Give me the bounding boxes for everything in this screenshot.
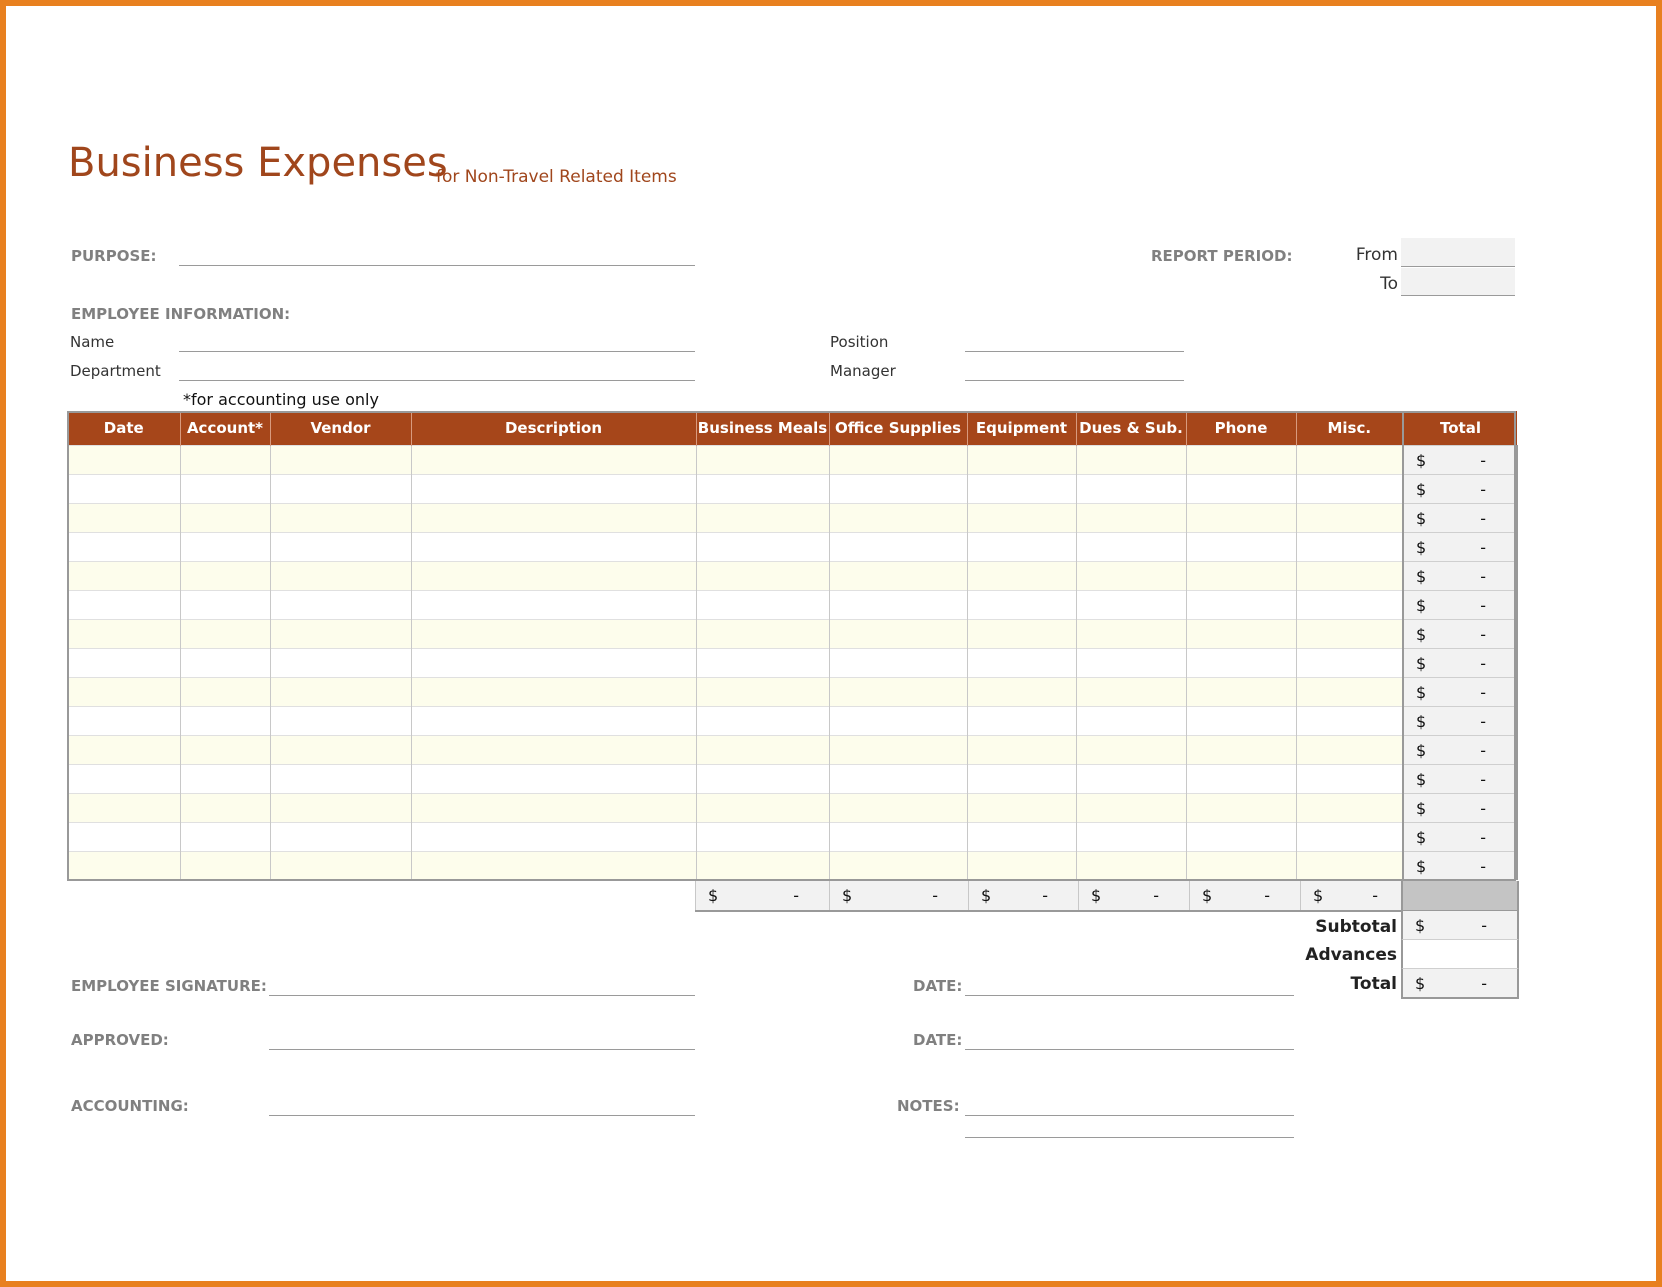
table-cell[interactable]: [1076, 475, 1186, 504]
table-cell[interactable]: [1296, 446, 1403, 475]
table-cell[interactable]: [696, 620, 829, 649]
table-cell[interactable]: [68, 765, 180, 794]
table-cell[interactable]: [411, 446, 696, 475]
column-header: Date: [68, 411, 180, 446]
table-cell[interactable]: [1296, 765, 1403, 794]
table-cell[interactable]: [696, 475, 829, 504]
purpose-label: PURPOSE:: [71, 247, 157, 265]
total-phone: $ -: [1189, 881, 1300, 910]
table-cell[interactable]: [967, 852, 1076, 881]
employee-signature-label: EMPLOYEE SIGNATURE:: [71, 977, 267, 995]
row-total-cell: $ -: [1403, 678, 1517, 707]
table-cell[interactable]: [829, 794, 967, 823]
table-cell[interactable]: [180, 475, 270, 504]
table-cell[interactable]: [270, 504, 411, 533]
table-cell[interactable]: [270, 823, 411, 852]
table-cell[interactable]: [68, 504, 180, 533]
table-cell[interactable]: [1186, 504, 1296, 533]
to-label: To: [1380, 274, 1398, 294]
notes-label: NOTES:: [897, 1097, 960, 1115]
table-cell[interactable]: [1296, 736, 1403, 765]
table-cell[interactable]: [68, 591, 180, 620]
to-date-field[interactable]: [1401, 268, 1515, 296]
table-cell[interactable]: [180, 649, 270, 678]
total-label: Total: [1350, 974, 1397, 994]
table-cell[interactable]: [411, 765, 696, 794]
table-cell[interactable]: [1186, 794, 1296, 823]
table-cell[interactable]: [1076, 678, 1186, 707]
table-cell[interactable]: [1296, 707, 1403, 736]
subtotal-value: $ -: [1401, 911, 1519, 940]
table-cell[interactable]: [1186, 533, 1296, 562]
table-cell[interactable]: [1296, 475, 1403, 504]
table-cell[interactable]: [1186, 736, 1296, 765]
table-cell[interactable]: [1296, 794, 1403, 823]
table-cell[interactable]: [68, 533, 180, 562]
grand-total-placeholder: [1401, 881, 1519, 912]
total-misc: $ -: [1300, 881, 1408, 910]
table-cell[interactable]: [829, 504, 967, 533]
expense-table-body: [68, 446, 1517, 881]
table-row: [68, 765, 1517, 794]
manager-label: Manager: [830, 362, 896, 380]
table-cell[interactable]: [411, 649, 696, 678]
table-cell[interactable]: [180, 504, 270, 533]
row-total-cell: $ -: [1403, 446, 1517, 475]
table-cell[interactable]: [411, 794, 696, 823]
table-cell[interactable]: [967, 736, 1076, 765]
table-row: [68, 475, 1517, 504]
table-cell[interactable]: [1076, 533, 1186, 562]
table-cell[interactable]: [1076, 765, 1186, 794]
position-field[interactable]: [965, 351, 1184, 352]
column-header: Total: [1403, 411, 1517, 446]
table-cell[interactable]: [270, 649, 411, 678]
table-row: [68, 823, 1517, 852]
department-label: Department: [70, 362, 161, 380]
total-business-meals: $ -: [695, 881, 829, 910]
table-cell[interactable]: [68, 446, 180, 475]
table-cell[interactable]: [1076, 736, 1186, 765]
table-cell[interactable]: [829, 562, 967, 591]
page-title: Business Expenses: [68, 140, 448, 186]
table-row: [68, 591, 1517, 620]
table-cell[interactable]: [967, 591, 1076, 620]
table-cell[interactable]: [1186, 649, 1296, 678]
row-total-cell: $ -: [1403, 620, 1517, 649]
column-header: Office Supplies: [829, 411, 967, 446]
table-cell[interactable]: [1076, 794, 1186, 823]
table-cell[interactable]: [68, 475, 180, 504]
accounting-label: ACCOUNTING:: [71, 1097, 189, 1115]
table-cell[interactable]: [1296, 649, 1403, 678]
table-row: [68, 678, 1517, 707]
table-cell[interactable]: [68, 562, 180, 591]
table-cell[interactable]: [1296, 852, 1403, 881]
row-total-cell: $ -: [1403, 794, 1517, 823]
table-cell[interactable]: [1186, 823, 1296, 852]
row-total-cell: $ -: [1403, 707, 1517, 736]
advances-field[interactable]: [1401, 940, 1519, 969]
table-cell[interactable]: [967, 620, 1076, 649]
page-subtitle: for Non-Travel Related Items: [436, 167, 677, 187]
table-cell[interactable]: [411, 591, 696, 620]
table-cell[interactable]: [1076, 649, 1186, 678]
table-cell[interactable]: [696, 649, 829, 678]
table-cell[interactable]: [411, 823, 696, 852]
table-row: [68, 852, 1517, 881]
table-cell[interactable]: [1186, 765, 1296, 794]
table-cell[interactable]: [411, 736, 696, 765]
table-cell[interactable]: [829, 475, 967, 504]
table-cell[interactable]: [270, 852, 411, 881]
column-totals-row: [695, 881, 1408, 912]
table-cell[interactable]: [696, 533, 829, 562]
table-header-row: [68, 411, 1517, 446]
expense-table: [67, 411, 1518, 880]
table-cell[interactable]: [829, 852, 967, 881]
table-cell[interactable]: [696, 794, 829, 823]
table-cell[interactable]: [1076, 446, 1186, 475]
row-total-cell: $ -: [1403, 852, 1517, 881]
column-header: Account*: [180, 411, 270, 446]
table-cell[interactable]: [411, 562, 696, 591]
table-cell[interactable]: [1186, 562, 1296, 591]
table-cell[interactable]: [967, 562, 1076, 591]
purpose-field[interactable]: [179, 265, 695, 266]
table-cell[interactable]: [68, 736, 180, 765]
table-cell[interactable]: [829, 533, 967, 562]
table-cell[interactable]: [696, 446, 829, 475]
table-cell[interactable]: [967, 533, 1076, 562]
table-cell[interactable]: [180, 446, 270, 475]
table-cell[interactable]: [1076, 852, 1186, 881]
table-cell[interactable]: [411, 707, 696, 736]
table-cell[interactable]: [270, 794, 411, 823]
table-cell[interactable]: [1296, 562, 1403, 591]
table-row: [68, 446, 1517, 475]
column-header: Dues & Sub.: [1076, 411, 1186, 446]
row-total-cell: $ -: [1403, 562, 1517, 591]
table-cell[interactable]: [967, 504, 1076, 533]
row-total-cell: $ -: [1403, 649, 1517, 678]
table-cell[interactable]: [967, 707, 1076, 736]
table-cell[interactable]: [696, 823, 829, 852]
table-cell[interactable]: [696, 707, 829, 736]
table-cell[interactable]: [967, 649, 1076, 678]
date-field-2[interactable]: [965, 1049, 1294, 1050]
column-header: Description: [411, 411, 696, 446]
table-row: [68, 533, 1517, 562]
notes-field-1[interactable]: [965, 1115, 1294, 1116]
table-cell[interactable]: [829, 823, 967, 852]
table-cell[interactable]: [696, 736, 829, 765]
table-cell[interactable]: [411, 533, 696, 562]
report-period-label: REPORT PERIOD:: [1151, 247, 1293, 265]
name-field[interactable]: [179, 351, 695, 352]
table-row: [68, 649, 1517, 678]
table-cell[interactable]: [1076, 707, 1186, 736]
date-label-2: DATE:: [913, 1031, 963, 1049]
employee-signature-field[interactable]: [269, 995, 695, 996]
table-cell[interactable]: [1076, 562, 1186, 591]
table-cell[interactable]: [68, 707, 180, 736]
table-cell[interactable]: [829, 678, 967, 707]
row-total-cell: $ -: [1403, 765, 1517, 794]
table-cell[interactable]: [696, 678, 829, 707]
table-cell[interactable]: [68, 620, 180, 649]
row-total-cell: $ -: [1403, 823, 1517, 852]
table-cell[interactable]: [696, 765, 829, 794]
total-dues-sub: $ -: [1078, 881, 1189, 910]
table-row: [68, 620, 1517, 649]
table-cell[interactable]: [696, 591, 829, 620]
table-cell[interactable]: [270, 591, 411, 620]
column-header: Vendor: [270, 411, 411, 446]
table-cell[interactable]: [967, 823, 1076, 852]
table-cell[interactable]: [829, 620, 967, 649]
table-cell[interactable]: [180, 765, 270, 794]
table-row: [68, 562, 1517, 591]
row-total-cell: $ -: [1403, 475, 1517, 504]
table-cell[interactable]: [270, 736, 411, 765]
table-row: [68, 707, 1517, 736]
table-cell[interactable]: [1076, 620, 1186, 649]
table-cell[interactable]: [829, 591, 967, 620]
table-cell[interactable]: [180, 852, 270, 881]
column-header: Misc.: [1296, 411, 1403, 446]
table-cell[interactable]: [180, 678, 270, 707]
table-cell[interactable]: [411, 620, 696, 649]
date-field-1[interactable]: [965, 995, 1294, 996]
table-cell[interactable]: [68, 649, 180, 678]
from-label: From: [1355, 245, 1398, 265]
table-cell[interactable]: [1186, 852, 1296, 881]
name-label: Name: [70, 333, 115, 351]
total-equipment: $ -: [968, 881, 1078, 910]
table-cell[interactable]: [967, 446, 1076, 475]
notes-field-2[interactable]: [965, 1137, 1294, 1138]
table-cell[interactable]: [967, 765, 1076, 794]
table-cell[interactable]: [829, 649, 967, 678]
table-cell[interactable]: [1296, 591, 1403, 620]
table-cell[interactable]: [411, 852, 696, 881]
table-cell[interactable]: [967, 678, 1076, 707]
manager-field[interactable]: [965, 380, 1184, 381]
table-cell[interactable]: [1076, 504, 1186, 533]
table-cell[interactable]: [68, 794, 180, 823]
table-cell[interactable]: [696, 852, 829, 881]
table-cell[interactable]: [967, 794, 1076, 823]
table-cell[interactable]: [1296, 533, 1403, 562]
table-cell[interactable]: [270, 620, 411, 649]
table-cell[interactable]: [1296, 620, 1403, 649]
position-label: Position: [830, 333, 889, 351]
column-header: Equipment: [967, 411, 1076, 446]
row-total-cell: $ -: [1403, 533, 1517, 562]
table-row: [68, 794, 1517, 823]
table-cell[interactable]: [1296, 823, 1403, 852]
approved-field[interactable]: [269, 1049, 695, 1050]
table-cell[interactable]: [1186, 475, 1296, 504]
table-cell[interactable]: [1076, 823, 1186, 852]
table-cell[interactable]: [829, 707, 967, 736]
column-header: Phone: [1186, 411, 1296, 446]
table-cell[interactable]: [180, 707, 270, 736]
accounting-field[interactable]: [269, 1115, 695, 1116]
table-cell[interactable]: [1186, 620, 1296, 649]
table-cell[interactable]: [270, 533, 411, 562]
table-cell[interactable]: [68, 823, 180, 852]
table-cell[interactable]: [1186, 707, 1296, 736]
table-cell[interactable]: [696, 562, 829, 591]
table-cell[interactable]: [1186, 446, 1296, 475]
table-cell[interactable]: [967, 475, 1076, 504]
table-cell[interactable]: [1186, 591, 1296, 620]
table-cell[interactable]: [829, 765, 967, 794]
total-office-supplies: $ -: [829, 881, 968, 910]
table-cell[interactable]: [1076, 591, 1186, 620]
employee-info-label: EMPLOYEE INFORMATION:: [71, 305, 291, 323]
table-cell[interactable]: [270, 765, 411, 794]
table-cell[interactable]: [696, 504, 829, 533]
table-row: [68, 504, 1517, 533]
table-cell[interactable]: [180, 794, 270, 823]
table-cell[interactable]: [1186, 678, 1296, 707]
approved-label: APPROVED:: [71, 1031, 169, 1049]
row-total-cell: $ -: [1403, 591, 1517, 620]
total-value: $ -: [1401, 969, 1519, 999]
table-cell[interactable]: [270, 678, 411, 707]
table-cell[interactable]: [270, 475, 411, 504]
table-cell[interactable]: [180, 533, 270, 562]
table-row: [68, 736, 1517, 765]
column-header: Business Meals: [696, 411, 829, 446]
department-field[interactable]: [179, 380, 695, 381]
table-cell[interactable]: [180, 591, 270, 620]
advances-label: Advances: [1305, 945, 1397, 965]
table-cell[interactable]: [411, 504, 696, 533]
table-cell[interactable]: [411, 678, 696, 707]
table-cell[interactable]: [180, 562, 270, 591]
table-cell[interactable]: [270, 562, 411, 591]
date-label-1: DATE:: [913, 977, 963, 995]
table-cell[interactable]: [829, 736, 967, 765]
table-cell[interactable]: [270, 707, 411, 736]
row-total-cell: $ -: [1403, 736, 1517, 765]
table-cell[interactable]: [68, 678, 180, 707]
subtotal-label: Subtotal: [1315, 917, 1397, 937]
table-cell[interactable]: [1296, 678, 1403, 707]
row-total-cell: $ -: [1403, 504, 1517, 533]
table-cell[interactable]: [180, 620, 270, 649]
table-cell[interactable]: [68, 852, 180, 881]
table-cell[interactable]: [829, 446, 967, 475]
from-date-field[interactable]: [1401, 238, 1515, 267]
table-cell[interactable]: [180, 736, 270, 765]
table-cell[interactable]: [270, 446, 411, 475]
table-cell[interactable]: [180, 823, 270, 852]
accounting-note: *for accounting use only: [183, 390, 379, 409]
table-cell[interactable]: [1296, 504, 1403, 533]
table-cell[interactable]: [411, 475, 696, 504]
